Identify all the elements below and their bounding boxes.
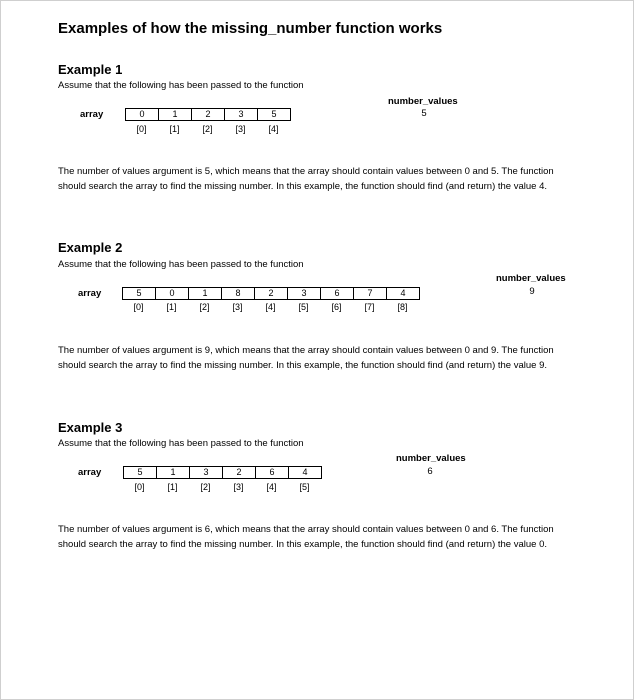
array-index: [0] (134, 482, 145, 492)
array-index: [3] (233, 482, 244, 492)
example-1-array-label: array (80, 109, 104, 120)
array-index: [1] (166, 302, 177, 312)
array-index: [5] (299, 482, 310, 492)
array-cell: 3 (288, 287, 321, 300)
example-2-number-values-label: number_values (496, 273, 566, 284)
example-3-number-values-label: number_values (396, 453, 466, 464)
array-cell: 1 (157, 466, 190, 479)
example-3-heading: Example 3 (58, 420, 123, 435)
array-cell: 7 (354, 287, 387, 300)
array-cell: 1 (159, 108, 192, 121)
example-3-array (123, 466, 322, 479)
array-index: [5] (298, 302, 309, 312)
array-cell: 5 (122, 287, 156, 300)
example-2-array (122, 287, 420, 300)
example-2-array-label: array (78, 288, 102, 299)
example-3-number-values-value: 6 (427, 466, 433, 477)
array-index: [2] (200, 482, 211, 492)
example-2-intro: Assume that the following has been passed to the function (58, 259, 304, 270)
array-index: [3] (232, 302, 243, 312)
example-1-indices (125, 124, 290, 134)
array-index: [6] (331, 302, 342, 312)
array-index: [3] (235, 124, 246, 134)
example-1-intro: Assume that the following has been passed to the function (58, 80, 304, 91)
example-2-explanation: The number of values argument is 9, which means that the array should contain values between 0 and 9. The function should search the array to find the missing number. In this example, the function should find (and return) the value 9. (58, 345, 554, 371)
array-cell: 2 (223, 466, 256, 479)
array-index: [4] (266, 482, 277, 492)
example-1-array (125, 108, 291, 121)
array-index: [1] (169, 124, 180, 134)
array-cell: 2 (192, 108, 225, 121)
array-index: [0] (136, 124, 147, 134)
page-title: Examples of how the missing_number function works (58, 20, 443, 37)
array-cell: 5 (123, 466, 157, 479)
array-index: [7] (364, 302, 375, 312)
array-index: [4] (268, 124, 279, 134)
array-cell: 5 (258, 108, 291, 121)
array-index: [4] (265, 302, 276, 312)
example-3-indices (123, 482, 321, 492)
array-cell: 0 (156, 287, 189, 300)
example-2-number-values-value: 9 (529, 286, 535, 297)
example-3-intro: Assume that the following has been passed to the function (58, 438, 304, 449)
array-cell: 3 (190, 466, 223, 479)
array-cell: 4 (289, 466, 322, 479)
example-2-indices (122, 302, 419, 312)
example-3-array-label: array (78, 467, 102, 478)
array-index: [8] (397, 302, 408, 312)
array-index: [1] (167, 482, 178, 492)
example-2-heading: Example 2 (58, 240, 123, 255)
array-cell: 1 (189, 287, 222, 300)
example-1-number-values-label: number_values (388, 96, 458, 107)
array-cell: 3 (225, 108, 258, 121)
array-cell: 4 (387, 287, 420, 300)
array-cell: 6 (321, 287, 354, 300)
example-3-explanation: The number of values argument is 6, which means that the array should contain values between 0 and 6. The function should search the array to find the missing number. In this example, the function should find (and return) the value 0. (58, 524, 554, 550)
example-1-explanation: The number of values argument is 5, which means that the array should contain values between 0 and 5. The function should search the array to find the missing number. In this example, the function should find (and return) the value 4. (58, 166, 554, 192)
array-index: [2] (202, 124, 213, 134)
array-cell: 8 (222, 287, 255, 300)
example-1-number-values-value: 5 (421, 108, 427, 119)
array-cell: 6 (256, 466, 289, 479)
array-index: [2] (199, 302, 210, 312)
example-1-heading: Example 1 (58, 62, 123, 77)
array-cell: 0 (125, 108, 159, 121)
array-index: [0] (133, 302, 144, 312)
array-cell: 2 (255, 287, 288, 300)
